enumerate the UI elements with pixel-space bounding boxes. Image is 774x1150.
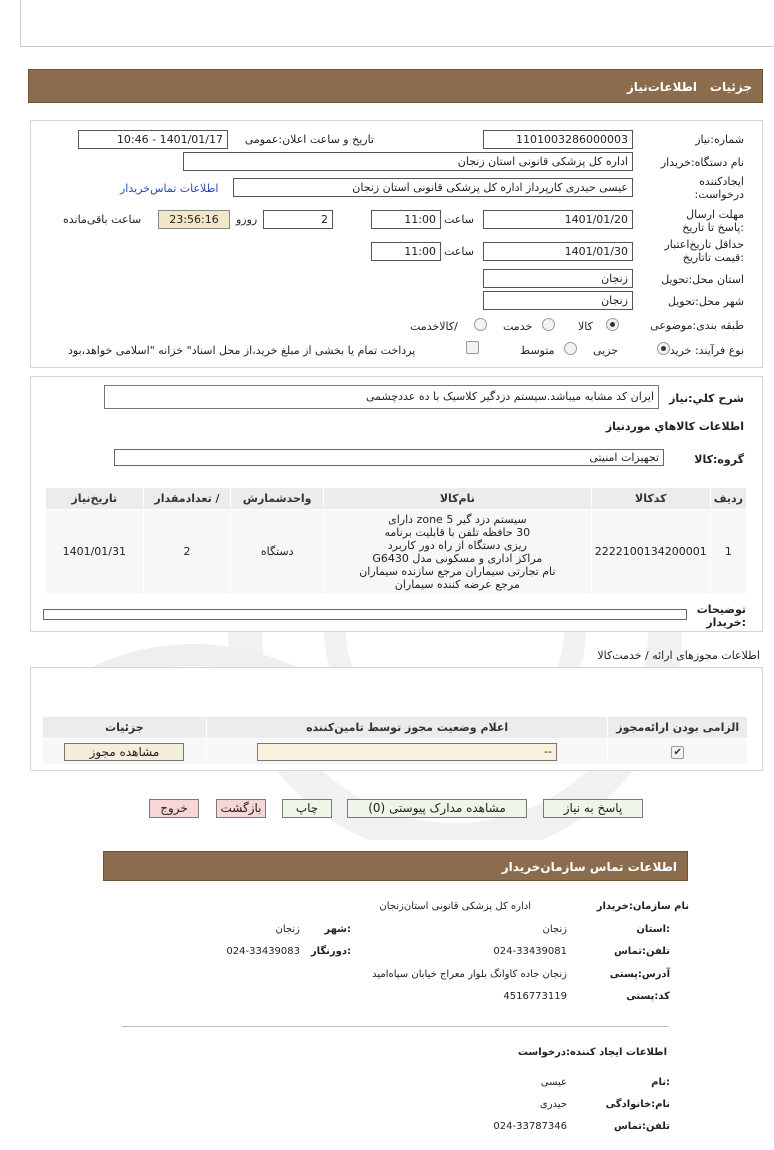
category-service-radio[interactable] (542, 318, 555, 331)
creator-phone-label: تلفن:تماس (613, 1121, 670, 1132)
row-name-line: نام تجارتی سیماران مرجع سازنده سیماران (359, 564, 556, 578)
days-field: 2 (263, 210, 333, 229)
process-medium-radio[interactable] (564, 342, 577, 355)
reply-button[interactable]: پاسخ به نیاز (543, 799, 643, 818)
table-row[interactable] (46, 510, 747, 594)
goods-table (45, 487, 747, 594)
creator-family-label: نام:خانوادگی (605, 1099, 670, 1110)
tab-need-info[interactable]: اطلاعات‌نیاز (626, 80, 697, 94)
province-label: استان محل:تحویل (661, 273, 744, 286)
permit-status-field[interactable]: -- (257, 743, 557, 761)
row-date: 1401/01/31 (46, 510, 144, 594)
send-date-field: 1401/01/20 (483, 210, 633, 229)
header-bar (28, 69, 763, 103)
valid-time-field: 11:00 (371, 242, 441, 261)
announce-label: تاریخ و ساعت اعلان:عمومی (244, 133, 374, 146)
contact-title: اطلاعات تماس سازمان‌خریدار (501, 860, 677, 874)
remaining-time-field: 23:56:16 (158, 210, 230, 229)
goods-table-header (46, 488, 747, 510)
contact-buyer-link[interactable]: اطلاعات تماس‌خریدار (120, 182, 219, 195)
tab-details[interactable]: جزئیات (709, 80, 752, 94)
general-desc-label: شرح کلي:نیاز (669, 392, 744, 405)
category-goods-radio[interactable] (606, 318, 619, 331)
col-name: نام‌کالا (323, 488, 591, 510)
creator-name-value: عیسی (540, 1077, 567, 1088)
col-date: تاریخ‌نیاز (46, 488, 144, 510)
send-time-field: 11:00 (371, 210, 441, 229)
permit-status-cell (206, 739, 608, 765)
province-field: زنجان (483, 269, 633, 288)
buyer-label: نام دستگاه:خریدار (660, 156, 744, 169)
left-border (20, 0, 21, 46)
goods-group-field: تجهیزات امنیتی (114, 449, 664, 466)
min-valid-label: حداقل تاریخ‌اعتبار :قیمت تا‌تاریخ (664, 238, 744, 264)
buyer-notes-field (43, 609, 687, 620)
attachments-button[interactable]: مشاهده مدارک پیوستی (0) (347, 799, 527, 818)
announce-field: 1401/01/17 - 10:46 (78, 130, 228, 149)
col-qty: / تعدادمقدار (143, 488, 231, 510)
col-permit-status: اعلام وضعیت مجوز توسط تامین‌کننده (206, 717, 608, 739)
valid-date-field: 1401/01/30 (483, 242, 633, 261)
address-value: زنجان جاده کاوانگ بلوار معراج خیابان سپاه‌امید (372, 969, 567, 980)
postal-label: کد:پستی (626, 991, 670, 1002)
contact-phone-label: تلفن:تماس (613, 946, 670, 957)
creator-label: ایجادکننده درخواست: (694, 175, 744, 201)
row-name (323, 510, 591, 594)
postal-value: 4516773119 (503, 991, 567, 1002)
print-button[interactable]: چاپ (282, 799, 332, 818)
top-divider (20, 46, 774, 47)
city-field: زنجان (483, 291, 633, 310)
send-time-label: ساعت (444, 213, 474, 226)
address-label: آدرس:پستی (609, 969, 670, 980)
contact-province-value: زنجان (542, 924, 567, 935)
back-button[interactable]: بازگشت (216, 799, 266, 818)
row-name-line: 30 حافظه تلفن با قابلیت برنامه (384, 525, 531, 539)
permits-table (42, 716, 748, 765)
permits-table-header (43, 717, 748, 739)
payment-note: پرداخت تمام یا بخشی از مبلغ خرید،از محل اسناد" خزانه "اسلامی خواهد،بود (68, 344, 416, 357)
row-unit: دستگاه (231, 510, 323, 594)
category-label: طبقه بندی:موضوعی (650, 319, 744, 332)
category-goods-service-radio[interactable] (474, 318, 487, 331)
goods-group-label: گروه:کالا (694, 453, 744, 466)
contact-city-value: زنجان (275, 924, 300, 935)
remaining-time-label: ساعت باقی‌مانده (63, 213, 142, 226)
permit-required-cell (608, 739, 748, 765)
send-deadline-label: مهلت ارسال :پاسخ تا تاریخ (682, 208, 744, 234)
creator-phone-value: 024-33787346 (493, 1121, 567, 1132)
creator-info-title: اطلاعات ایجاد کننده:درخواست (517, 1047, 667, 1058)
row-name-line: ریزی دستگاه از راه دور کاربرد (387, 538, 527, 552)
contact-city-label: :شهر (324, 924, 351, 935)
contact-phone-value: 024-33439081 (493, 946, 567, 957)
exit-button[interactable]: خروج (149, 799, 199, 818)
creator-field: عیسی حیدری کارپرداز اداره کل پزشکی قانونی استان زنجان (233, 178, 633, 197)
permits-title: اطلاعات مجوزهای ارائه / خدمت‌کالا (597, 649, 760, 662)
col-unit: واحدشمارش (231, 488, 323, 510)
org-value: اداره کل پزشکی قانونی استان‌زنجان (379, 901, 531, 912)
buyer-field: اداره کل پزشکی قانونی استان زنجان (183, 152, 633, 171)
permit-details-cell (43, 739, 207, 765)
col-permit-required: الزامی بودن ارائه‌مجوز (608, 717, 748, 739)
contact-fax-label: :دورنگار (310, 946, 351, 957)
goods-info-title: اطلاعات کالاهاي موردنیاز (605, 420, 744, 433)
contact-fax-value: 024-33439083 (226, 946, 300, 957)
city-label: شهر محل:تحویل (667, 295, 744, 308)
row-index: 1 (710, 510, 746, 594)
row-qty: 2 (143, 510, 231, 594)
category-goods-label: کالا (578, 320, 593, 333)
need-number-label: شماره:نیاز (695, 133, 744, 146)
contact-divider (122, 1026, 668, 1027)
process-partial-radio[interactable] (657, 342, 670, 355)
valid-time-label: ساعت (444, 245, 474, 258)
view-permit-button[interactable]: مشاهده مجوز (64, 743, 184, 761)
col-permit-details: جزئیات (43, 717, 207, 739)
category-goods-service-label: /کالاخدمت (410, 320, 458, 333)
row-code: 2222100134200001 (591, 510, 710, 594)
contact-header-bar (103, 851, 688, 881)
category-service-label: خدمت (503, 320, 533, 333)
process-medium-label: متوسط (520, 344, 555, 357)
process-label: نوع فرآیند: خرید (669, 344, 744, 357)
contact-province-label: :استان (636, 924, 670, 935)
process-partial-label: جزیی (593, 344, 619, 357)
table-row (43, 739, 748, 765)
col-index: ردیف (710, 488, 746, 510)
need-number-field: 1101003286000003 (483, 130, 633, 149)
col-code: کدکالا (591, 488, 710, 510)
general-desc-field: ایران کد مشابه میباشد.سیستم دزدگیر کلاسیک با ده عددچشمی (104, 385, 659, 409)
row-name-line: سیستم دزد گیر zone 5 دارای (388, 512, 527, 526)
row-name-line: مراکز اداری و مسکونی مدل G6430 (372, 551, 543, 565)
org-label: نام سازمان:خریدار (596, 901, 689, 912)
creator-family-value: حیدری (539, 1099, 567, 1110)
payment-checkbox[interactable] (466, 341, 479, 354)
days-label: روزو (236, 213, 258, 226)
buyer-notes-label: توضیحات :خریدار (696, 603, 746, 629)
creator-name-label: :نام (651, 1077, 670, 1088)
row-name-line: مرجع عرضه کننده سیماران (394, 577, 520, 591)
permit-required-checkbox[interactable]: ✔ (671, 746, 684, 759)
